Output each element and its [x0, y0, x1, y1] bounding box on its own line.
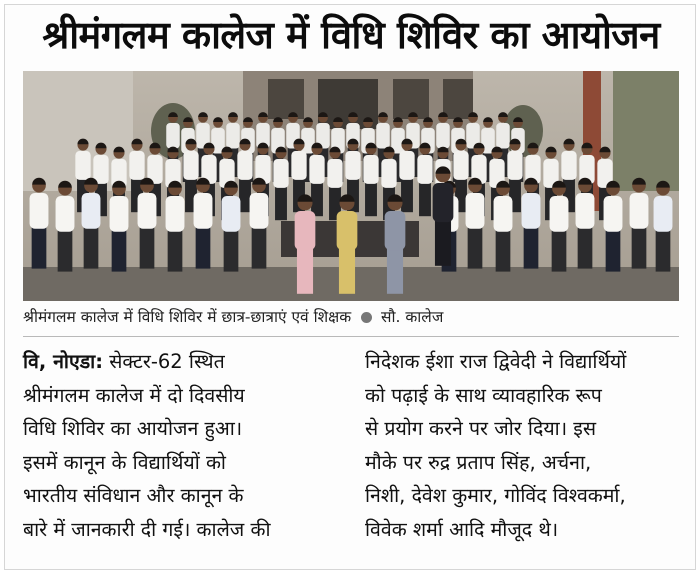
- caption-text: श्रीमंगलम कालेज में विधि शिविर में छात्र-छात्राएं एवं शिक्षक: [23, 308, 352, 326]
- group-photo: [23, 71, 679, 301]
- column-line: निदेशक ईशा राज द्विवेदी ने विद्यार्थियों: [365, 350, 627, 373]
- column-line: से प्रयोग करने पर जोर दिया। इस: [365, 417, 597, 440]
- dateline: वि, नोएडा:: [23, 350, 104, 373]
- newspaper-clipping: [4, 4, 696, 570]
- column-line: विवेक शर्मा आदि मौजूद थे।: [365, 517, 559, 541]
- column-line: विधि शिविर का आयोजन हुआ।: [23, 417, 243, 440]
- headline: श्रीमंगलम कालेज में विधि शिविर का आयोजन: [42, 13, 660, 57]
- caption-divider: [23, 336, 679, 337]
- column-line: को पढ़ाई के साथ व्यावहारिक रूप: [365, 383, 602, 407]
- bullet-icon: [361, 312, 372, 323]
- column-line: भारतीय संविधान और कानून के: [23, 484, 244, 507]
- article-column-right: [365, 345, 683, 546]
- column-line: बारे में जानकारी दी गई। कालेज की: [23, 517, 271, 541]
- column-line-text: सेक्टर-62 स्थित: [103, 350, 225, 373]
- photo-credit: सौ. कालेज: [381, 308, 444, 326]
- column-line: मौके पर रुद्र प्रताप सिंह, अर्चना,: [365, 450, 592, 474]
- article-column-left: [23, 345, 341, 546]
- column-line: निशी, देवेश कुमार, गोविंद विश्वकर्मा,: [365, 484, 626, 507]
- group-photo-illustration: [23, 71, 679, 301]
- column-line: [23, 345, 341, 379]
- column-line: इसमें कानून के विद्यार्थियों को: [23, 450, 226, 474]
- photo-caption: [23, 305, 679, 329]
- column-line: श्रीमंगलम कालेज में दो दिवसीय: [23, 383, 245, 407]
